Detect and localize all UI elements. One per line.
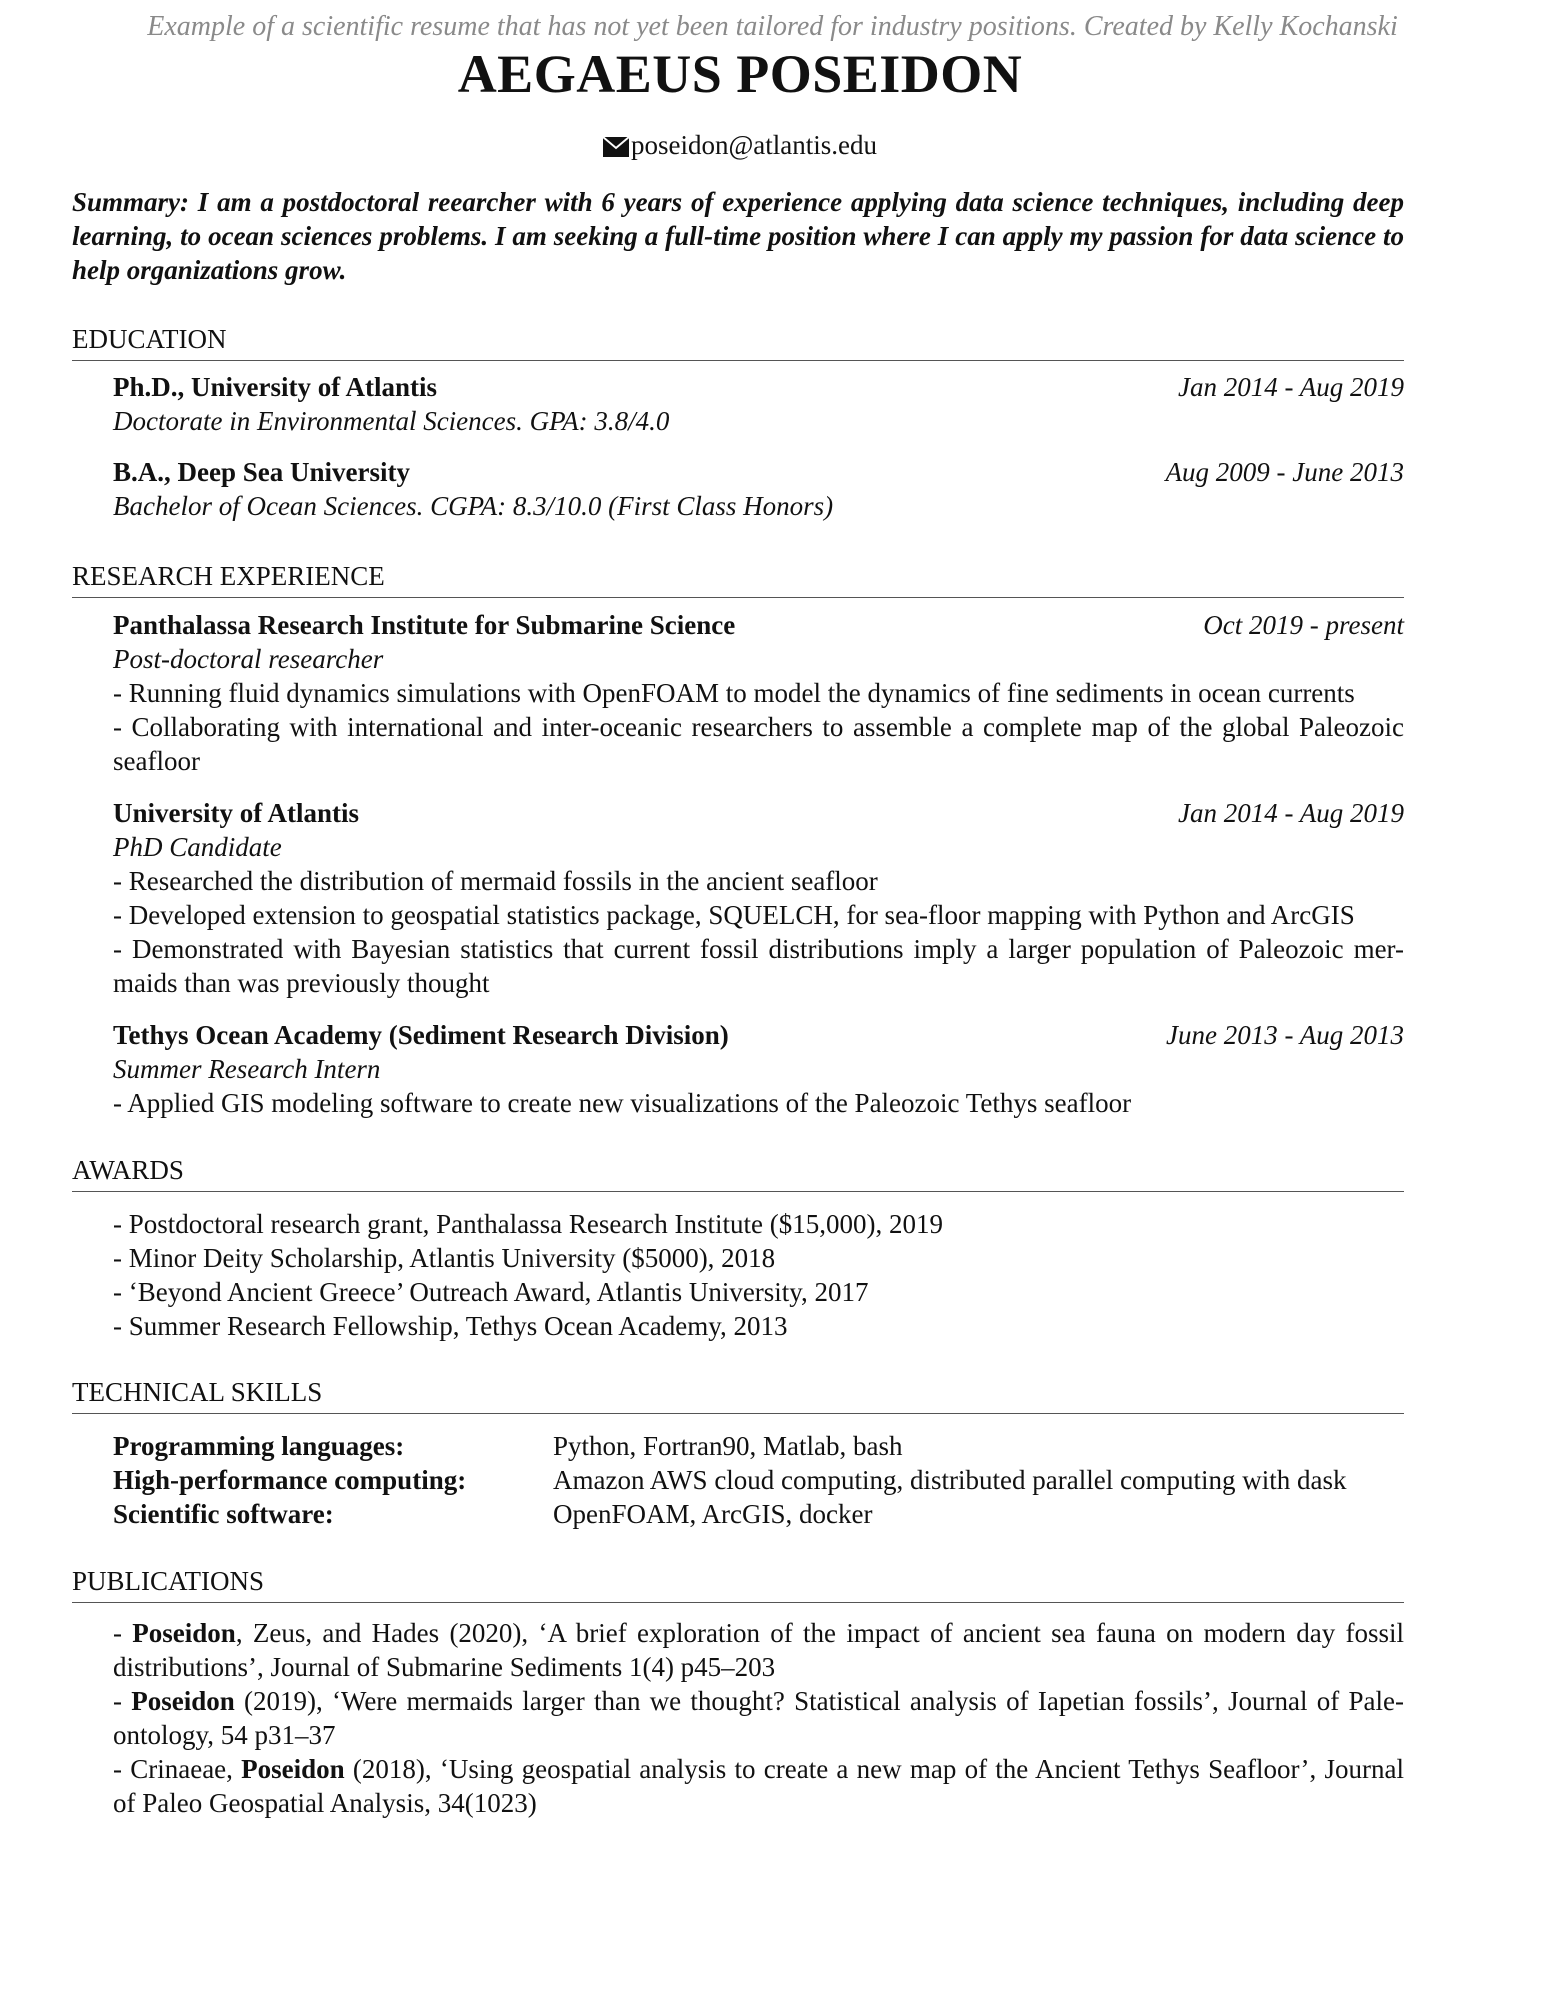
awards-list bbox=[113, 1207, 1404, 1343]
role-title: Summer Research Intern bbox=[113, 1054, 381, 1084]
research-heading: RESEARCH EXPERIENCE bbox=[72, 559, 1404, 598]
award-item: - Summer Research Fellowship, Tethys Ocean Academy, 2013 bbox=[113, 1311, 788, 1341]
pub-author: Poseidon bbox=[131, 1686, 235, 1716]
publication-item bbox=[113, 1616, 1404, 1684]
education-entry bbox=[113, 370, 1404, 438]
bullet-item: - Collaborating with international and inter-oceanic researchers to assemble a complete map of the global Paleozoic seafloor bbox=[113, 712, 1404, 776]
summary: Summary: I am a postdoctoral reearcher with 6 years of experience applying data science techniques, including deep learning, to ocean sciences problems. I am seeking a full-time position where I can apply my passion for data science to help organizations grow. bbox=[72, 187, 1404, 285]
awards-heading: AWARDS bbox=[72, 1153, 1404, 1192]
pub-citation: (2019), ‘Were mermaids larger than we thought? Statistical analysis of Iapetian fossils’, Journal of Pale-ontology, 54 p31–37 bbox=[113, 1686, 1404, 1750]
pub-citation: (2018), ‘Using geospatial analysis to create a new map of the Ancient Tethys Seafloor’, Journal of Paleo Geospatial Analysis, 34(1023) bbox=[113, 1754, 1404, 1818]
skill-row bbox=[113, 1429, 1404, 1463]
org-name: Panthalassa Research Institute for Submarine Science bbox=[113, 610, 736, 640]
envelope-icon bbox=[603, 137, 629, 157]
degree-title: B.A., Deep Sea University bbox=[113, 457, 410, 487]
research-entry bbox=[113, 796, 1404, 1000]
bullet-item: - Demonstrated with Bayesian statistics that current fossil distributions imply a larger population of Paleozoic mer-maids than was previously thought bbox=[113, 934, 1404, 998]
skill-row bbox=[113, 1463, 1404, 1497]
bullet-item: - Researched the distribution of mermaid fossils in the ancient seafloor bbox=[113, 866, 878, 896]
contact-line bbox=[0, 128, 1480, 162]
pub-prefix: - bbox=[113, 1686, 132, 1716]
degree-dates: Aug 2009 - June 2013 bbox=[1165, 457, 1404, 487]
skill-label: High-performance computing: bbox=[113, 1465, 467, 1495]
degree-title: Ph.D., University of Atlantis bbox=[113, 372, 437, 402]
org-name: Tethys Ocean Academy (Sediment Research Division) bbox=[113, 1020, 729, 1050]
publication-item bbox=[113, 1684, 1404, 1752]
award-item: - Postdoctoral research grant, Panthalassa Research Institute ($15,000), 2019 bbox=[113, 1209, 944, 1239]
bullet-item: - Running fluid dynamics simulations with OpenFOAM to model the dynamics of fine sediments in ocean currents bbox=[113, 678, 1355, 708]
award-item: - Minor Deity Scholarship, Atlantis University ($5000), 2018 bbox=[113, 1243, 776, 1273]
org-dates: Oct 2019 - present bbox=[1203, 610, 1404, 640]
skill-value: Amazon AWS cloud computing, distributed parallel computing with dask bbox=[553, 1465, 1347, 1495]
candidate-name: AEGAEUS POSEIDON bbox=[457, 44, 1023, 104]
org-dates: Jan 2014 - Aug 2019 bbox=[1178, 798, 1404, 828]
publications-heading: PUBLICATIONS bbox=[72, 1564, 1404, 1603]
pub-citation: , Zeus, and Hades (2020), ‘A brief exploration of the impact of ancient sea fauna on modern day fossil distributions’, Journal of Submarine Sediments 1(4) p45–203 bbox=[113, 1618, 1405, 1682]
degree-detail: Bachelor of Ocean Sciences. CGPA: 8.3/10.0 (First Class Honors) bbox=[113, 491, 834, 521]
role-title: PhD Candidate bbox=[113, 832, 282, 862]
degree-dates: Jan 2014 - Aug 2019 bbox=[1178, 372, 1404, 402]
skills-table bbox=[113, 1429, 1404, 1531]
skill-value: Python, Fortran90, Matlab, bash bbox=[553, 1431, 903, 1461]
bullet-item: - Applied GIS modeling software to create new visualizations of the Paleozoic Tethys seafloor bbox=[113, 1088, 1132, 1118]
pub-author: Poseidon bbox=[132, 1618, 236, 1648]
publication-item bbox=[113, 1752, 1404, 1820]
skill-row bbox=[113, 1497, 1404, 1531]
pub-prefix: - bbox=[113, 1618, 133, 1648]
skill-value: OpenFOAM, ArcGIS, docker bbox=[553, 1499, 873, 1529]
research-entry bbox=[113, 1018, 1404, 1120]
education-heading: EDUCATION bbox=[72, 322, 1404, 361]
degree-detail: Doctorate in Environmental Sciences. GPA: 3.8/4.0 bbox=[113, 406, 670, 436]
publications-list bbox=[113, 1616, 1404, 1820]
skill-label: Scientific software: bbox=[113, 1499, 334, 1529]
role-title: Post-doctoral researcher bbox=[113, 644, 384, 674]
org-dates: June 2013 - Aug 2013 bbox=[1166, 1020, 1404, 1050]
research-entry bbox=[113, 608, 1404, 778]
pub-author: Poseidon bbox=[241, 1754, 345, 1784]
email-link[interactable]: poseidon@atlantis.edu bbox=[630, 130, 878, 160]
bullet-item: - Developed extension to geospatial statistics package, SQUELCH, for sea-floor mapping with Python and ArcGIS bbox=[113, 900, 1355, 930]
skills-heading: TECHNICAL SKILLS bbox=[72, 1375, 1404, 1414]
org-name: University of Atlantis bbox=[113, 798, 359, 828]
header-note: Example of a scientific resume that has not yet been tailored for industry positions. Created by Kelly Kochanski bbox=[147, 11, 1398, 42]
skill-label: Programming languages: bbox=[113, 1431, 405, 1461]
award-item: - ‘Beyond Ancient Greece’ Outreach Award, Atlantis University, 2017 bbox=[113, 1277, 869, 1307]
education-entry bbox=[113, 455, 1404, 523]
pub-prefix: - Crinaeae, bbox=[113, 1754, 242, 1784]
